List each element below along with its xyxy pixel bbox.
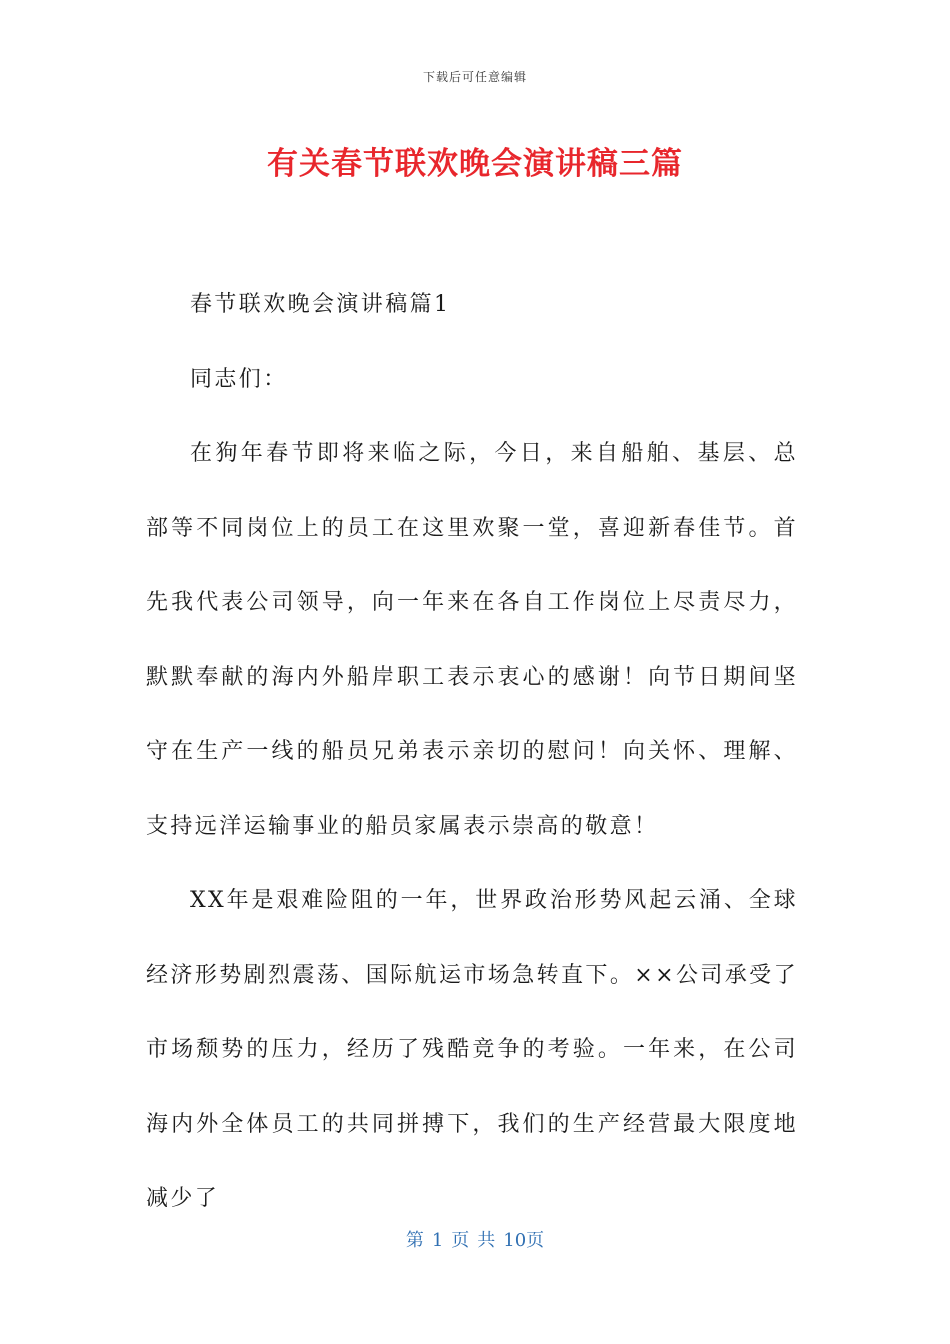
page-unit: 页 bbox=[451, 1230, 470, 1251]
document-title: 有关春节联欢晚会演讲稿三篇 bbox=[267, 146, 683, 182]
page-prefix: 第 bbox=[405, 1230, 424, 1251]
total-prefix: 共 bbox=[477, 1230, 496, 1251]
salutation: 同志们： bbox=[190, 366, 288, 392]
document-body bbox=[146, 268, 798, 1237]
body-paragraph: 在狗年春节即将来临之际，今日，来自船舶、基层、总部等不同岗位上的员工在这里欢聚一堂，喜迎新春佳节。首先我代表公司领导，向一年来在各自工作岗位上尽责尽力，默默奉献的海内外船岸职工表示衷心的感谢！向节日期间坚守在生产一线的船员兄弟表示亲切的慰问！向关怀、理解、支持远洋运输事业的船员家属表示崇高的敬意！ bbox=[146, 441, 798, 839]
body-paragraph: XX年是艰难险阻的一年，世界政治形势风起云涌、全球经济形势剧烈震荡、国际航运市场急转直下。××公司承受了市场颓势的压力，经历了残酷竞争的考验。一年来，在公司海内外全体员工的共同拼搏下，我们的生产经营最大限度地减少了 bbox=[146, 888, 798, 1211]
current-page-number: 1 bbox=[431, 1230, 444, 1251]
page-footer bbox=[0, 1226, 950, 1252]
header-note: 下载后可任意编辑 bbox=[422, 70, 527, 84]
total-pages: 10页 bbox=[503, 1230, 545, 1251]
section-heading: 春节联欢晚会演讲稿篇1 bbox=[190, 292, 451, 317]
